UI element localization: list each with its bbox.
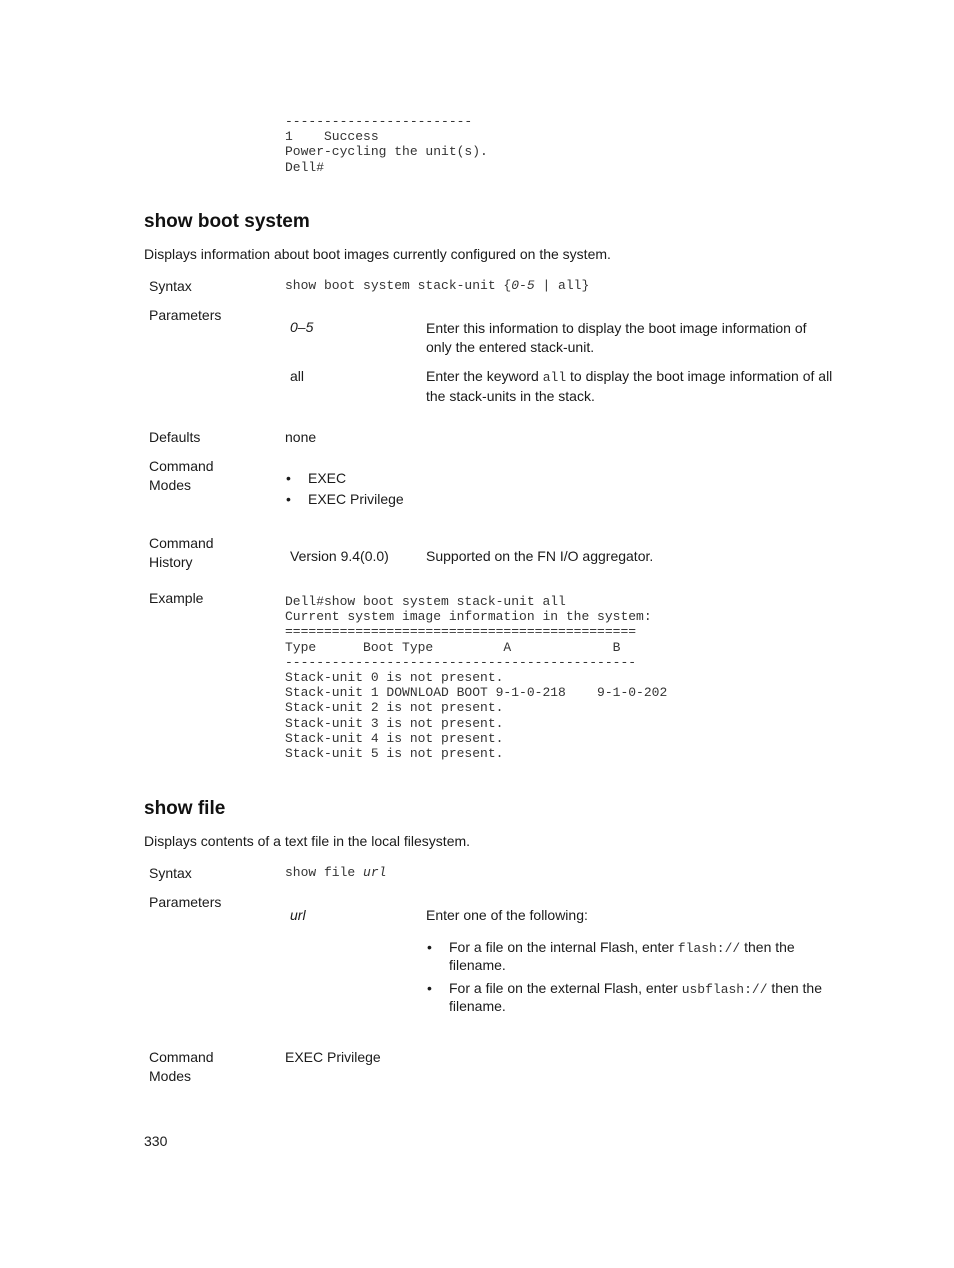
list-item: • EXEC Privilege [308,491,404,507]
section-description: Displays contents of a text file in the local filesystem. [144,833,471,849]
list-item: • EXEC [308,470,404,486]
defaults-label: Defaults [149,429,201,445]
section-title-show-boot-system: show boot system [144,211,310,232]
parameters-label: Parameters [149,894,222,910]
page-number: 330 [144,1133,168,1149]
param-term-range: 0–5 [290,319,314,335]
section-title-show-file: show file [144,798,226,819]
url-options-list [449,939,829,1014]
syntax-command: show boot system stack-unit {0-5 | all} [285,278,590,293]
param-term-url: url [290,907,306,923]
syntax-label: Syntax [149,865,192,881]
command-modes-label: Command Modes [149,1049,214,1084]
example-label: Example [149,590,204,606]
section-description: Displays information about boot images currently configured on the system. [144,246,611,262]
command-history-label: Command History [149,535,214,570]
top-code-output: ------------------------ 1 Success Power-cycling the unit(s). Dell# [285,114,488,175]
history-version: Version 9.4(0.0) [290,548,389,564]
command-modes-value: EXEC Privilege [285,1049,381,1065]
param-term-all: all [290,368,305,384]
syntax-command: show file url [285,865,387,880]
syntax-label: Syntax [149,278,192,294]
command-modes-list [308,470,404,507]
command-modes-label: Command Modes [149,458,214,493]
history-text: Supported on the FN I/O aggregator. [426,548,654,564]
param-text-all: Enter the keyword all to display the boot image information of all the stack-units in the stack. [426,368,833,404]
example-code: Dell#show boot system stack-unit all Current system image information in the system: ============================================= Type Boot Type A B --------------------------------------------- Stack-unit 0 is not present. Stack-unit 1 DOWNLOAD BOOT 9-1-0-218 9-1-0-202 Stack-unit 2 is not present. Stack-unit 3 is not present. Stack-unit 4 is not present. Stack-unit 5 is not present. [285,594,668,762]
list-item: • For a file on the external Flash, enter usbflash:// then the filename. [449,980,829,1014]
param-intro: Enter one of the following: [426,907,588,923]
list-item: • For a file on the internal Flash, enter flash:// then the filename. [449,939,829,973]
parameters-label: Parameters [149,307,222,323]
defaults-value: none [285,429,317,445]
param-text-range: Enter this information to display the boot image information of only the entered stack-unit. [426,320,807,355]
